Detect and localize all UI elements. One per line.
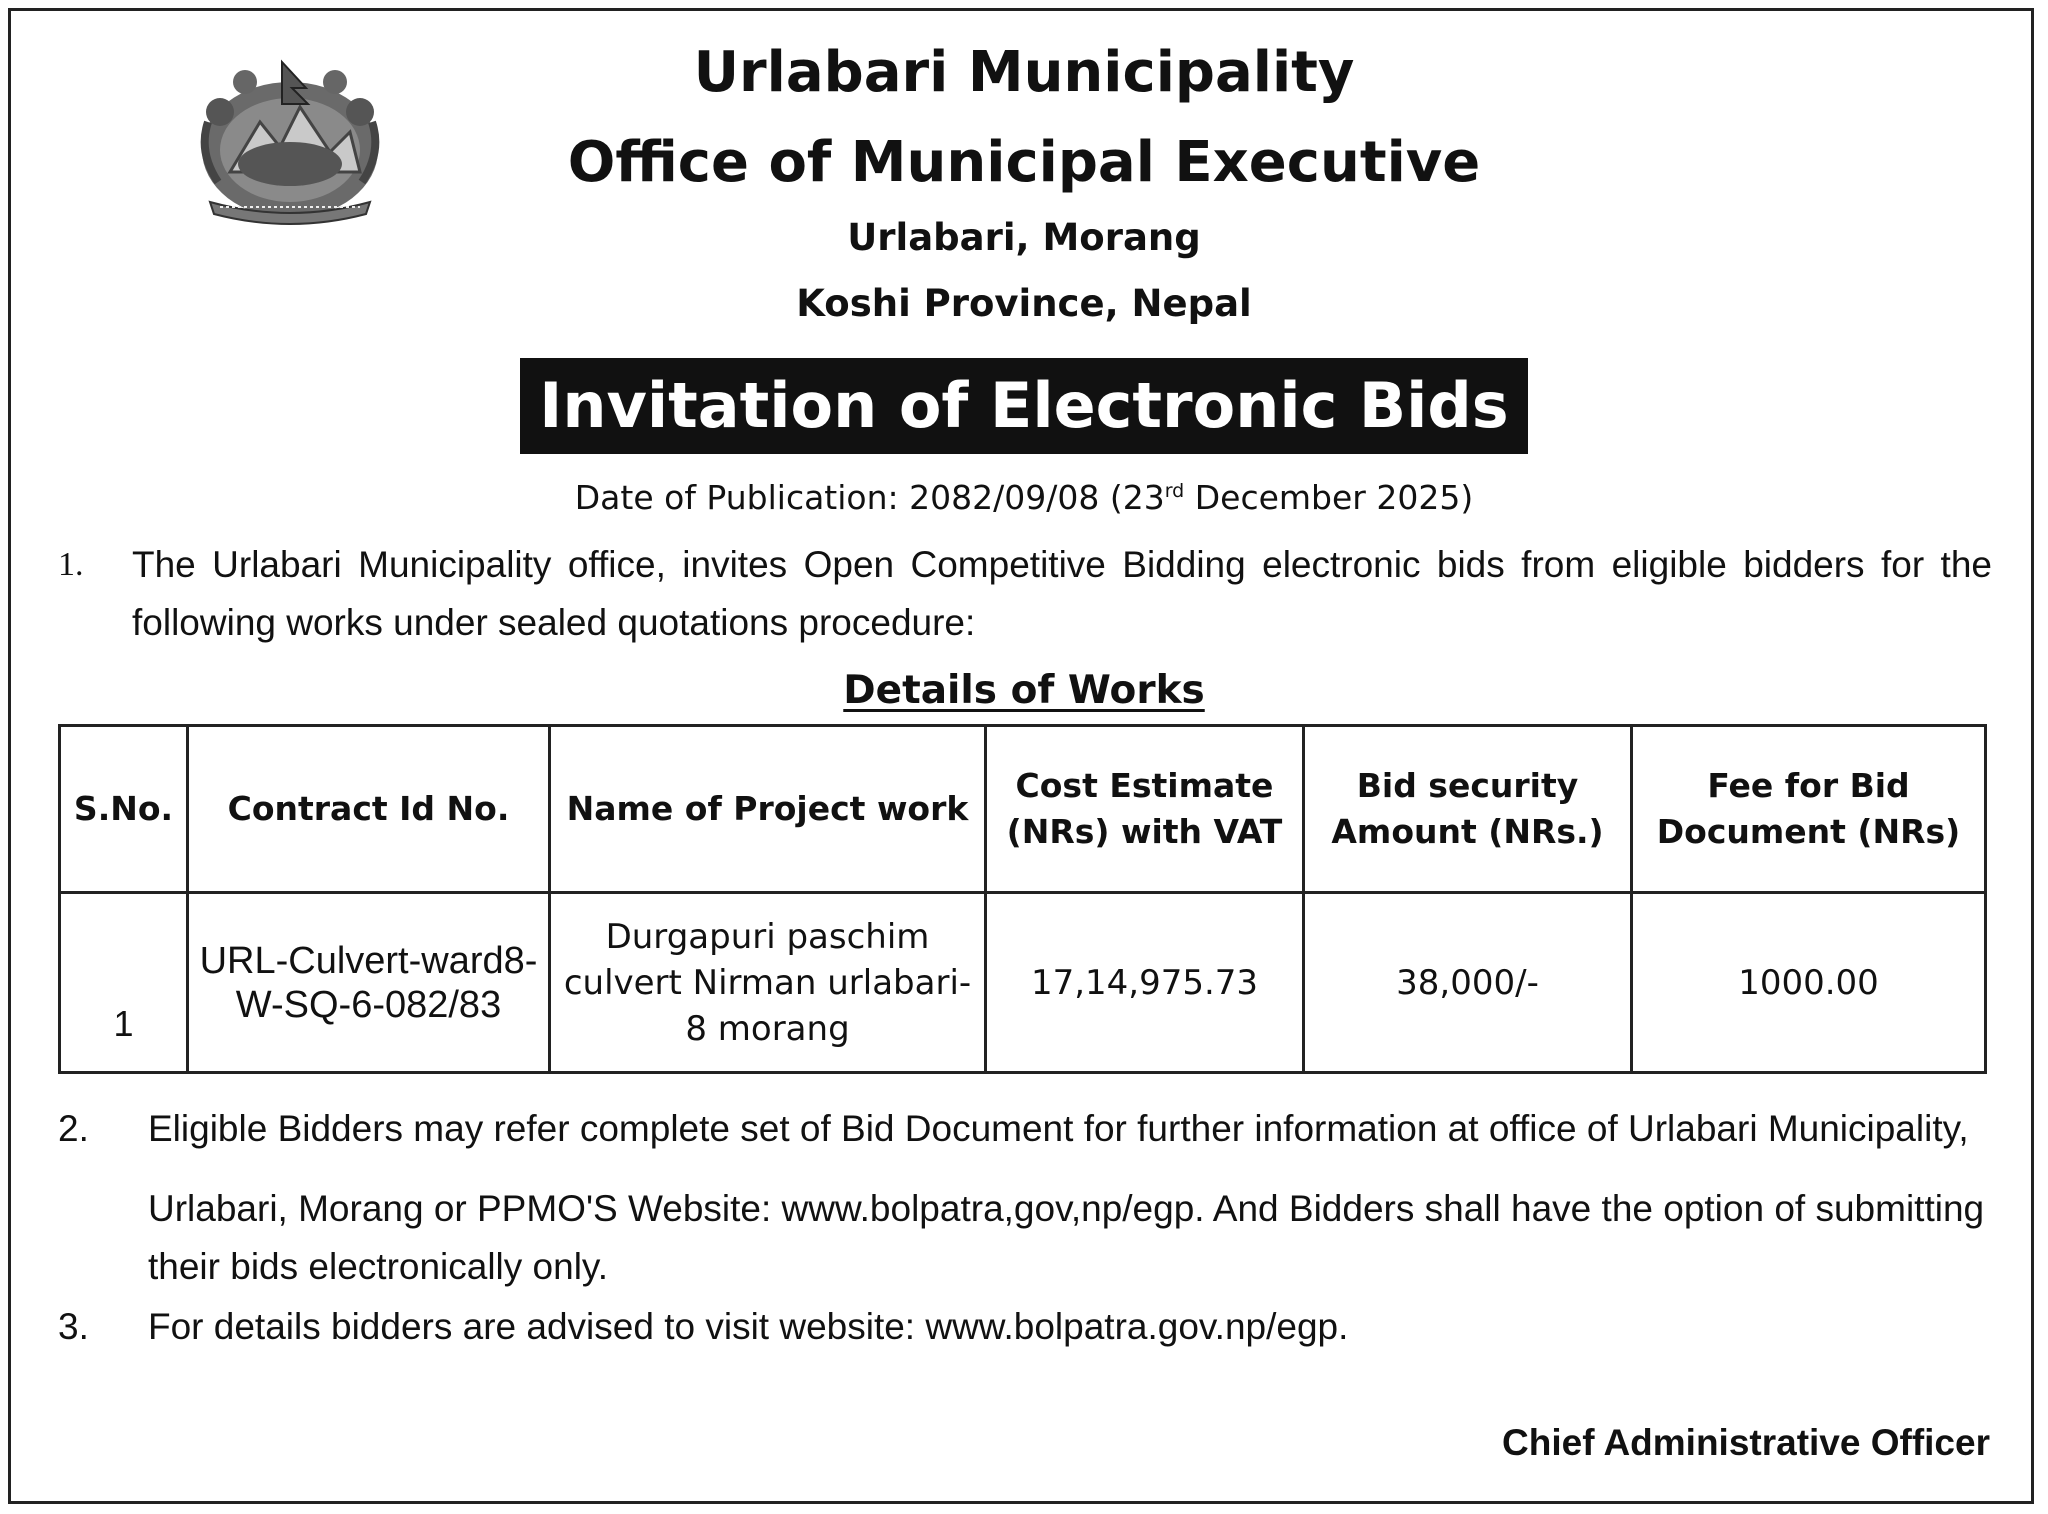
works-table [58,724,1987,1074]
clause-2-text [148,1100,1988,1296]
col-header-bid-security: Bid security Amount (NRs.) [1304,726,1632,893]
clause-3-text: For details bidders are advised to visit website: www.bolpatra.gov.np/egp. [148,1306,1349,1347]
publication-date: Date of Publication: 2082/09/08 (23rd December 2025) [574,478,1474,517]
col-header-contract-id: Contract Id No. [188,726,550,893]
clause-1-text: The Urlabari Municipality office, invites Open Competitive Bidding electronic bids from eligible bidders for the following works under sealed quotations procedure: [132,544,1992,643]
cell-bid-security: 38,000/- [1304,893,1632,1073]
clause-1-number: 1. [58,546,84,583]
col-header-sno: S.No. [60,726,188,893]
municipality-name: Urlabari Municipality [693,40,1355,105]
cell-contract-id: URL-Culvert-ward8-W-SQ-6-082/83 [188,893,550,1073]
col-header-bid-fee: Fee for Bid Document (NRs) [1632,726,1986,893]
cell-project-name: Durgapuri paschim culvert Nirman urlabari-8 morang [550,893,986,1073]
cell-sno: 1 [60,893,188,1073]
details-of-works-heading: Details of Works [843,668,1205,713]
col-header-project-name: Name of Project work [550,726,986,893]
clause-3-number: 3. [58,1306,89,1347]
office-province: Koshi Province, Nepal [796,282,1252,325]
clause-2-number: 2. [58,1108,89,1149]
clause-2-line-1: Eligible Bidders may refer complete set of Bid Document for further information at office of Urlabari Municipality, [148,1108,1969,1149]
col-header-cost-estimate: Cost Estimate (NRs) with VAT [986,726,1304,893]
table-header-row [60,726,1986,893]
notice-title-banner: Invitation of Electronic Bids [520,358,1528,454]
clause-2-line-2: Urlabari, Morang or PPMO'S Website: www.bolpatra,gov,np/egp. And Bidders shall have the option of submitting their bids electronically only. [148,1188,1985,1287]
office-city: Urlabari, Morang [847,216,1201,259]
cell-cost-estimate: 17,14,975.73 [986,893,1304,1073]
table-row [60,893,1986,1073]
cell-bid-fee: 1000.00 [1632,893,1986,1073]
office-name: Office of Municipal Executive [567,130,1481,195]
signatory-title: Chief Administrative Officer [1502,1422,1990,1463]
